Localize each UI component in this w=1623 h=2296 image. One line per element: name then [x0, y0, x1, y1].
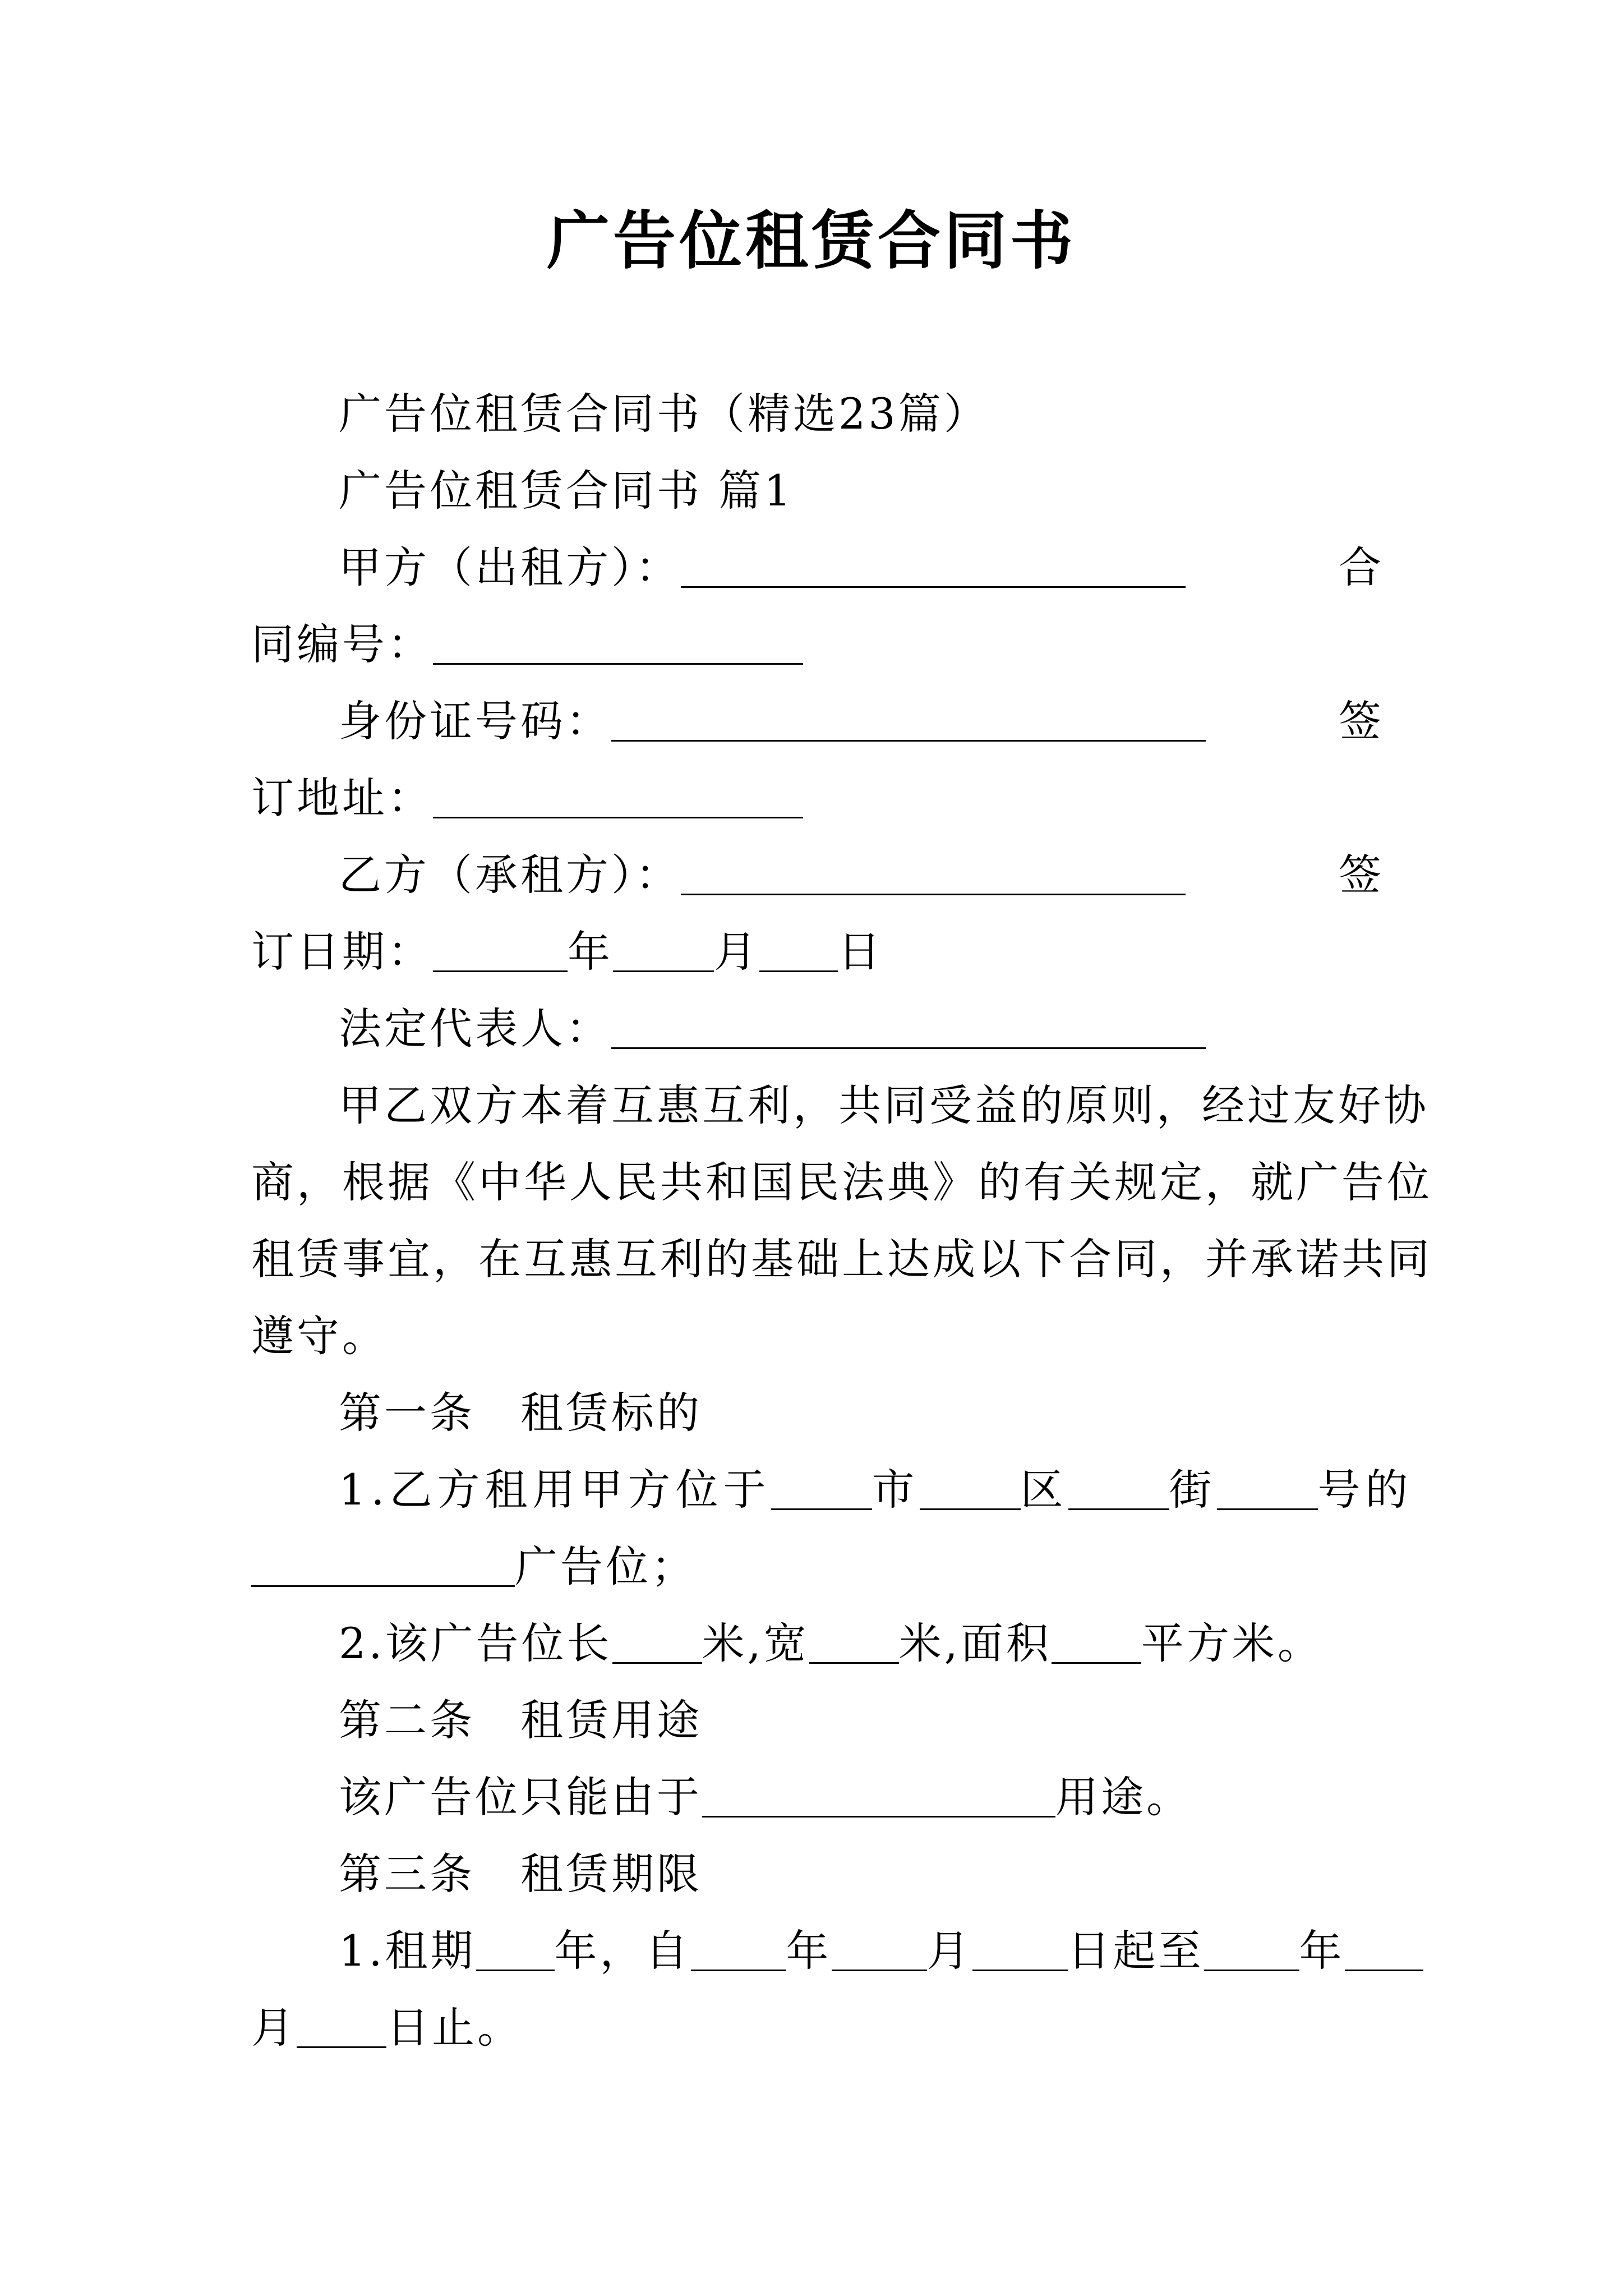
preamble-char: 和 [706, 1157, 751, 1207]
legal-rep-blank[interactable] [611, 1004, 1206, 1049]
preamble-char: ， [1205, 1157, 1251, 1207]
document-title: 广告位租赁合同书 [547, 204, 1076, 278]
sign-address-row [251, 760, 1384, 836]
article-1-item-1-cont: 广告位； [251, 1529, 1384, 1605]
preamble-char: 关 [1069, 1157, 1114, 1207]
id-number-label: 身份证号码： [339, 696, 611, 746]
preamble-line-1 [251, 1068, 1429, 1144]
preamble-char: 惠 [569, 1234, 615, 1284]
preamble-char: 租 [251, 1234, 297, 1284]
preamble-char: ， [1160, 1234, 1205, 1284]
preamble-line-4: 遵守。 [251, 1311, 388, 1361]
city-blank[interactable] [771, 1465, 872, 1510]
preamble-char: 原 [1066, 1080, 1111, 1130]
preamble-char: 》 [933, 1157, 978, 1207]
preamble-char: 成 [933, 1234, 978, 1284]
sign-day-blank[interactable] [759, 927, 838, 972]
preamble-char: 受 [929, 1080, 975, 1130]
preamble-char: 友 [1293, 1080, 1338, 1130]
district-label: 区 [1020, 1465, 1068, 1515]
preamble-char: 宜 [388, 1234, 433, 1284]
id-number-blank[interactable] [611, 696, 1206, 742]
preamble-char: 典 [887, 1157, 933, 1207]
preamble-char: 人 [569, 1157, 615, 1207]
preamble-char: ， [1156, 1080, 1202, 1130]
preamble-char: 法 [842, 1157, 887, 1207]
preamble-char: 过 [1247, 1080, 1293, 1130]
preamble-char: 的 [1020, 1080, 1066, 1130]
preamble-char: 乙 [384, 1080, 430, 1130]
preamble-char: 有 [1023, 1157, 1069, 1207]
contract-no-label: 同编号： [251, 619, 433, 669]
number-blank[interactable] [1217, 1465, 1318, 1510]
article-3-item-1-cont: 月 日止。 [251, 2003, 523, 2053]
preamble-char: 基 [751, 1234, 796, 1284]
sign-date-label-head: 签 [1339, 850, 1384, 900]
contract-no-label-head: 合 [1339, 542, 1384, 592]
preamble-char: 互 [524, 1234, 569, 1284]
preamble-char: 据 [388, 1157, 433, 1207]
preamble-char: 利 [748, 1080, 793, 1130]
sign-address-label-head: 签 [1339, 696, 1384, 746]
preamble-char: 互 [702, 1080, 748, 1130]
preamble-char: 国 [751, 1157, 796, 1207]
chapter-heading: 广告位租赁合同书 篇1 [339, 466, 794, 516]
party-b-row [251, 837, 1384, 913]
preamble-char: 则 [1111, 1080, 1156, 1130]
area-blank[interactable] [1052, 1618, 1141, 1664]
preamble-char: 双 [430, 1080, 475, 1130]
preamble-char: 本 [520, 1080, 566, 1130]
start-day-blank[interactable] [972, 1926, 1068, 1971]
sign-address-blank[interactable] [433, 773, 803, 818]
preamble-char: 华 [524, 1157, 569, 1207]
preamble-char: 础 [796, 1234, 842, 1284]
preamble-char: 的 [706, 1234, 751, 1284]
article-1-title: 第一条 租赁标的 [339, 1388, 702, 1438]
preamble-char: ， [793, 1080, 838, 1130]
length-blank[interactable] [612, 1618, 702, 1664]
term-years-blank[interactable] [476, 1926, 555, 1971]
street-label: 街 [1169, 1465, 1217, 1515]
preamble-char: 互 [611, 1080, 657, 1130]
start-year-blank[interactable] [691, 1926, 786, 1971]
preamble-char: 合 [1069, 1234, 1114, 1284]
preamble-char: 互 [615, 1234, 660, 1284]
end-month-blank-part[interactable] [1345, 1926, 1423, 1971]
preamble-char: 规 [1114, 1157, 1160, 1207]
usage-blank[interactable] [702, 1772, 1055, 1818]
preamble-char: 告 [1341, 1157, 1387, 1207]
sign-address-label: 订地址： [251, 773, 433, 823]
preamble-char: 诺 [1296, 1234, 1341, 1284]
contract-no-row [251, 606, 1384, 683]
preamble-char: 根 [342, 1157, 388, 1207]
article-2-body: 该广告位只能由于 用途。 [339, 1772, 1192, 1822]
preamble-char: 就 [1251, 1157, 1296, 1207]
preamble-char: 着 [566, 1080, 611, 1130]
width-blank[interactable] [809, 1618, 899, 1664]
preamble-char: 位 [1387, 1157, 1432, 1207]
preamble-char: 定 [1160, 1157, 1205, 1207]
preamble-char: 中 [478, 1157, 524, 1207]
preamble-char: 好 [1338, 1080, 1384, 1130]
preamble-char: 下 [1023, 1234, 1069, 1284]
preamble-char: 利 [660, 1234, 706, 1284]
end-year-blank[interactable] [1204, 1926, 1299, 1971]
preamble-char: 民 [615, 1157, 660, 1207]
sign-date-label: 订日期： [251, 927, 433, 977]
sign-date-row [251, 914, 1384, 990]
preamble-char: 《 [433, 1157, 478, 1207]
preamble-char: ， [433, 1234, 478, 1284]
legal-rep-row [251, 991, 1384, 1067]
article-1-item-1: 1.乙方租用甲方位于 市 区 街 号的 [339, 1465, 1413, 1515]
party-b-blank[interactable] [681, 850, 1186, 895]
document-subtitle: 广告位租赁合同书（精选23篇） [339, 389, 989, 439]
preamble-char: 共 [838, 1080, 884, 1130]
preamble-char: 同 [1114, 1234, 1160, 1284]
preamble-char: 经 [1202, 1080, 1247, 1130]
end-day-blank[interactable] [297, 2003, 386, 2048]
preamble-char: 共 [1341, 1234, 1387, 1284]
article-3-item-1: 1.租期 年，自 年 月 日起至 年 [251, 1913, 1384, 1989]
preamble-char: ， [297, 1157, 342, 1207]
start-month-blank[interactable] [832, 1926, 927, 1971]
preamble-char: 益 [975, 1080, 1020, 1130]
street-blank[interactable] [1068, 1465, 1169, 1510]
sign-month-blank[interactable] [613, 927, 714, 972]
preamble-char: 广 [1296, 1157, 1341, 1207]
preamble-char: 的 [978, 1157, 1023, 1207]
party-a-blank[interactable] [681, 542, 1186, 588]
ad-position-blank[interactable] [251, 1542, 515, 1587]
preamble-line-3 [251, 1221, 1432, 1297]
city-label: 市 [872, 1465, 920, 1515]
preamble-char: 同 [1387, 1234, 1432, 1284]
contract-no-blank[interactable] [433, 619, 803, 665]
sign-year-blank[interactable] [433, 927, 568, 972]
year-label: 年 [568, 927, 613, 977]
preamble-char: 共 [660, 1157, 706, 1207]
id-number-row [251, 683, 1384, 760]
preamble-char: 同 [884, 1080, 929, 1130]
party-b-label: 乙方（承租方）： [339, 850, 681, 900]
party-a-row [251, 530, 1384, 606]
preamble-char: 在 [478, 1234, 524, 1284]
legal-rep-label: 法定代表人： [339, 1004, 611, 1053]
preamble-char: 甲 [339, 1080, 384, 1130]
preamble-char: 方 [475, 1080, 520, 1130]
month-label: 月 [714, 927, 759, 977]
preamble-char: 事 [342, 1234, 388, 1284]
party-a-label: 甲方（出租方）： [339, 542, 681, 592]
day-label: 日 [838, 927, 883, 977]
preamble-char: 商 [251, 1157, 297, 1207]
preamble-char: 上 [842, 1234, 887, 1284]
preamble-line-2 [251, 1144, 1432, 1221]
district-blank[interactable] [920, 1465, 1021, 1510]
article-3-title: 第三条 租赁期限 [339, 1849, 702, 1899]
preamble-char: 并 [1205, 1234, 1251, 1284]
preamble-char: 协 [1384, 1080, 1429, 1130]
article-1-item-2: 2.该广告位长 米,宽 米,面积 平方米。 [339, 1618, 1323, 1668]
preamble-char: 达 [887, 1234, 933, 1284]
preamble-char: 赁 [297, 1234, 342, 1284]
preamble-char: 惠 [657, 1080, 702, 1130]
preamble-char: 承 [1251, 1234, 1296, 1284]
article-2-title: 第二条 租赁用途 [339, 1695, 702, 1745]
preamble-char: 民 [796, 1157, 842, 1207]
preamble-char: 以 [978, 1234, 1023, 1284]
number-label: 号的 [1317, 1465, 1413, 1515]
